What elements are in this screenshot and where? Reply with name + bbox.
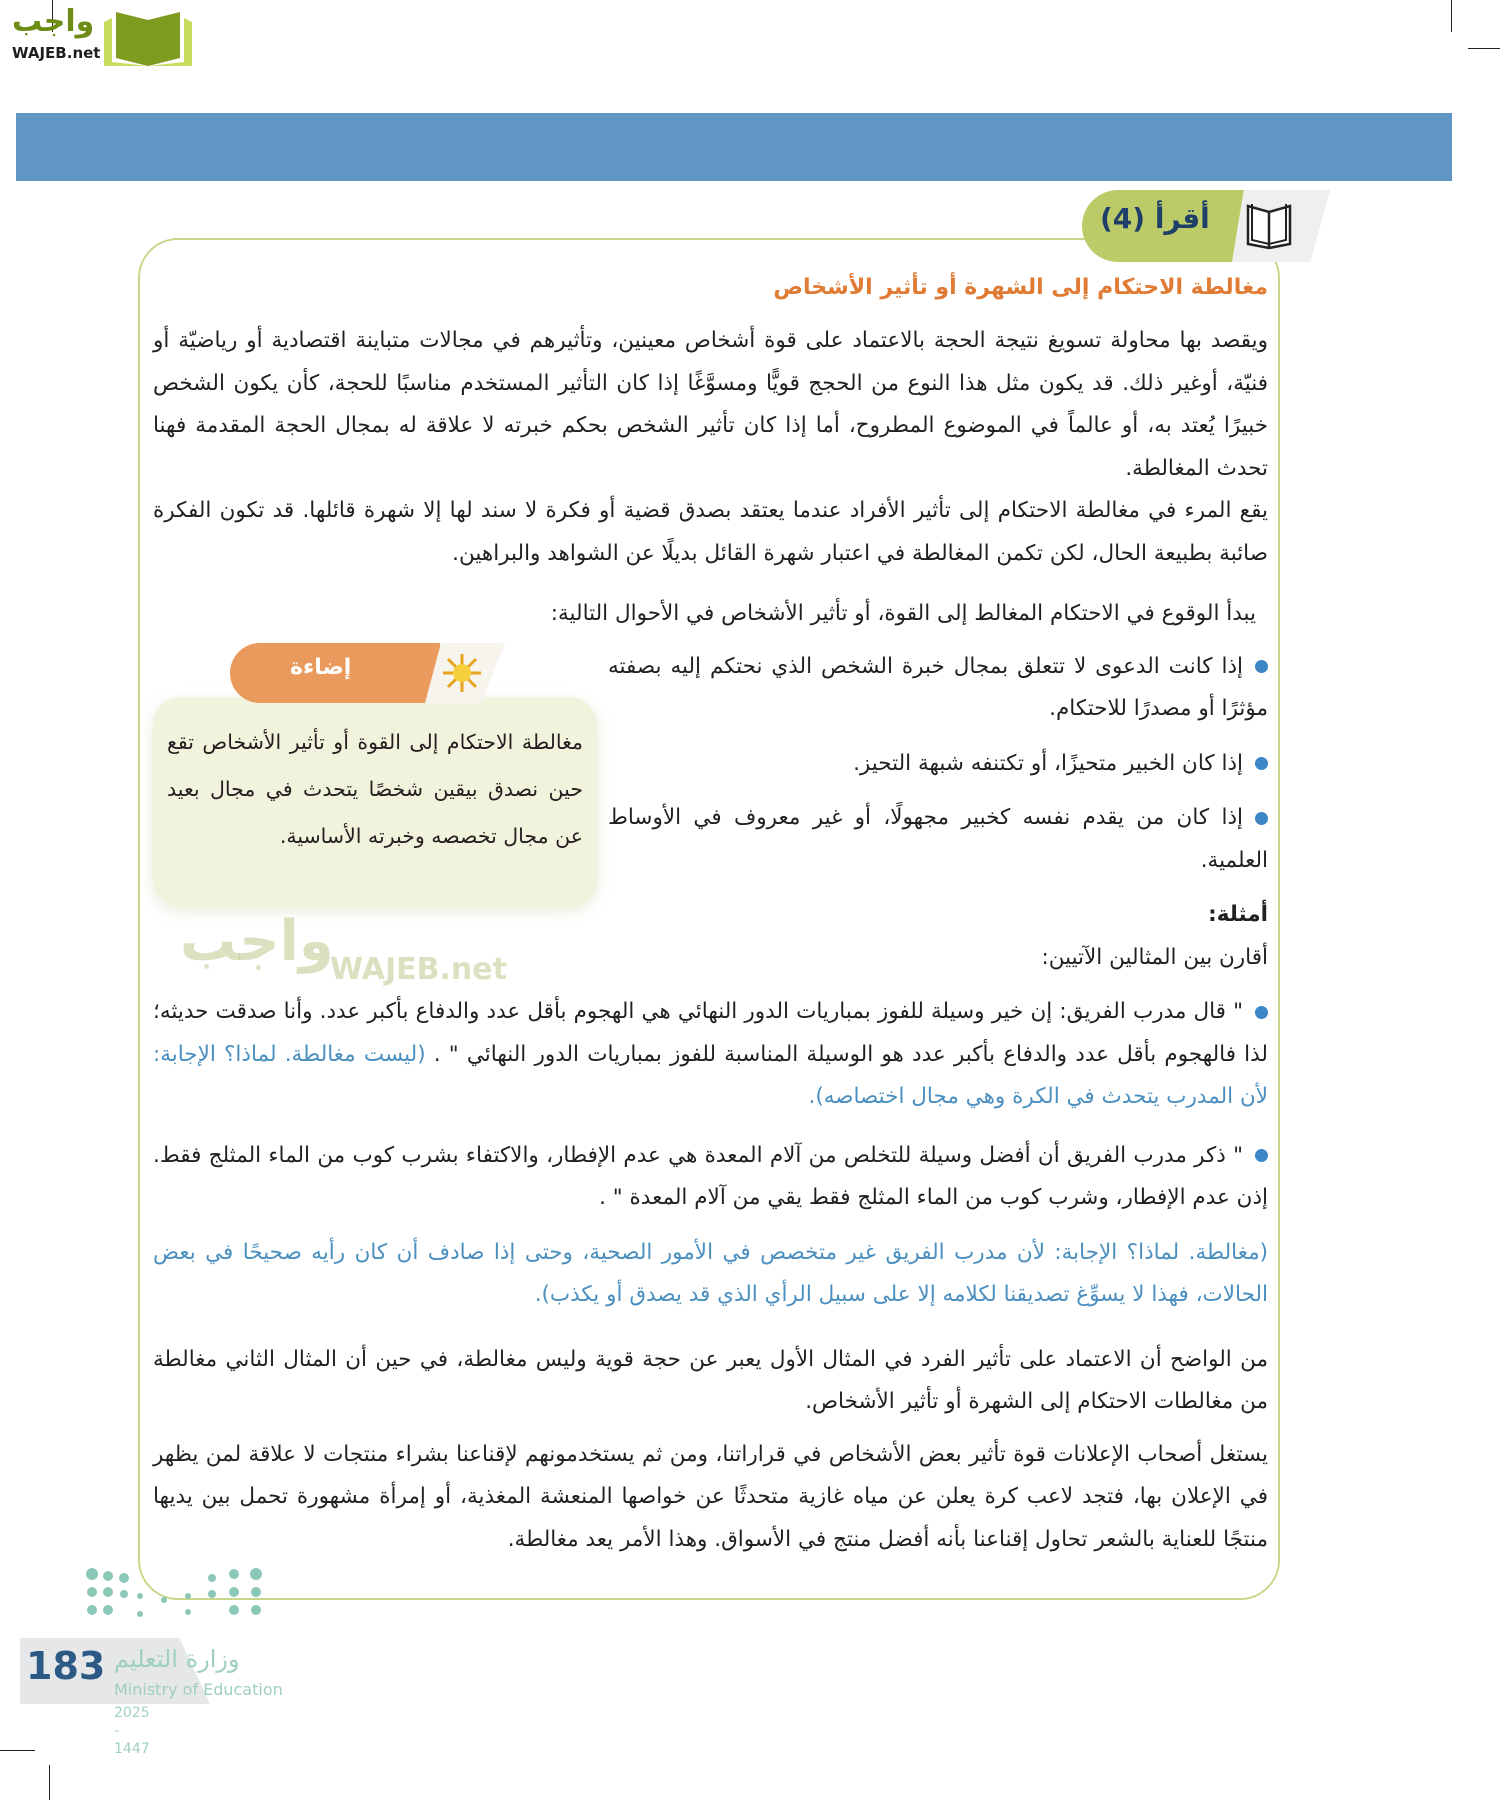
crop-mark (49, 1765, 50, 1800)
note-title: إضاءة (290, 655, 352, 680)
paragraph-definition: ويقصد بها محاولة تسويغ نتيجة الحجة بالاعتماد على قوة أشخاص معينين، وتأثيرهم في مجالات متباينة اقتصادية أو رياضيّة أو فنيّة، أوغير ذلك. قد يكون مثل هذا النوع من الحجج قويًّا ومسوَّغًا إذا كان التأثير المستخدم مناسبًا للحجة، كأن يكون الشخص خبيرًا يُعتد به، أو عالماً في الموضوع المطروح، أما إذا كان تأثير الشخص بحكم خبرته لا علاقة له بمجال الحجة المقدمة فهنا تحدث المغالطة. (153, 328, 1268, 481)
note-text: مغالطة الاحتكام إلى القوة أو تأثير الأشخاص تقع حين نصدق بيقين شخصًا يتحدث في مجال بعيد عن مجال تخصصه وخبرته الأساسية. (167, 730, 583, 848)
bullet-icon (1255, 660, 1268, 673)
bullet-icon (1255, 757, 1268, 770)
ministry-english: Ministry of Education (114, 1680, 283, 1699)
page-number: 183 (26, 1644, 106, 1688)
paragraph-explanation: يقع المرء في مغالطة الاحتكام إلى تأثير الأفراد عندما يعتقد بصدق قضية أو فكرة لا سند لها إلا شهرة قائلها. قد تكون الفكرة صائبة بطبيعة الحال، لكن تكمن المغالطة في اعتبار شهرة القائل بديلًا عن الشواهد والبراهين. (153, 498, 1268, 566)
example-2-answer: (مغالطة. لماذا؟ الإجابة: لأن مدرب الفريق غير متخصص في الأمور الصحية، وحتى إذا صادف أن كان رأيه صحيحًا في بعض الحالات، فهذا لا يسوِّغ تصديقنا لكلامه إلا على سبيل الرأي الذي قد يصدق أو يكذب). (153, 1239, 1268, 1307)
crop-mark (0, 1750, 35, 1751)
wajeb-logo (8, 4, 193, 70)
section-tab-label: أقرأ (4) (1100, 202, 1210, 235)
bullet-text: إذا كان من يقدم نفسه كخبير مجهولًا، أو غير معروف في الأوساط العلمية. (608, 805, 1268, 873)
crop-mark (1468, 48, 1500, 49)
main-content (153, 268, 1268, 1561)
open-book-icon (1244, 202, 1294, 250)
advertising-paragraph: يستغل أصحاب الإعلانات قوة تأثير بعض الأشخاص في قراراتنا، ومن ثم يستخدمونهم لإقناعنا بشراء منتجات لا علاقة لمن يظهر في الإعلان بها، فتجد لاعب كرة يعلن عن مياه غازية متحدثًا عن خواصها المنعشة المغذية، أو إمرأة مشهورة تحمل بين يديها منتجًا للعناية بالشعر تحاول إقناعنا بأنه أفضل منتج في الأسواق. وهذا الأمر يعد مغالطة. (153, 1441, 1268, 1552)
bullet-item (608, 743, 1268, 786)
conditions-intro: يبدأ الوقوع في الاحتكام المغالط إلى القوة، أو تأثير الأشخاص في الأحوال التالية: (550, 601, 1256, 626)
watermark-arabic: واجب (180, 909, 334, 974)
bullet-text: إذا كان الخبير متحيزًا، أو تكتنفه شبهة التحيز. (853, 750, 1243, 776)
edition-year: 2025 - 1447 (114, 1705, 150, 1757)
logo-arabic: واجب (12, 4, 95, 39)
bullet-item (608, 797, 1268, 882)
examples-label: أمثلة: (1208, 902, 1268, 927)
example-1-text: " قال مدرب الفريق: إن خير وسيلة للفوز بمباريات الدور النهائي هي الهجوم بأقل عدد والدفاع بأكبر عدد. وأنا صدقت حديثه؛ لذا فالهجوم بأقل عدد والدفاع بأكبر عدد هو الوسيلة المناسبة للفوز بمباريات الدور النهائي " . (153, 999, 1268, 1067)
crop-mark (1451, 0, 1452, 32)
bullet-icon (1255, 1149, 1268, 1162)
conclusion: من الواضح أن الاعتماد على تأثير الفرد في المثال الأول يعبر عن حجة قوية وليس مغالطة، في حين أن المثال الثاني مغالطة من مغالطات الاحتكام إلى الشهرة أو تأثير الأشخاص. (153, 1346, 1268, 1414)
ministry-arabic: وزارة التعليم (114, 1645, 240, 1673)
watermark-latin: WAJEB.net (330, 952, 507, 987)
bullet-icon (1255, 1006, 1268, 1019)
chapter-band (16, 113, 1452, 181)
example-2 (153, 1135, 1268, 1220)
compare-label: أقارن بين المثالين الآتيين: (1041, 944, 1268, 970)
section-tab (1082, 190, 1330, 262)
example-1 (153, 991, 1268, 1119)
bullet-icon (1255, 812, 1268, 825)
bullet-text: إذا كانت الدعوى لا تتعلق بمجال خبرة الشخص الذي نحتكم إليه بصفته مؤثرًا أو مصدرًا للاحتكام. (608, 653, 1268, 721)
example-2-text: " ذكر مدرب الفريق أن أفضل وسيلة للتخلص من آلام المعدة هي عدم الإفطار، والاكتفاء بشرب كوب من الماء المثلج فقط. إذن عدم الإفطار، وشرب كوب من الماء المثلج فقط يقي من آلام المعدة " . (153, 1142, 1268, 1210)
logo-latin: WAJEB.net (12, 44, 101, 62)
bullet-item (608, 646, 1268, 731)
ministry-logo-dots (84, 1566, 264, 1626)
example-1-answer: (ليست مغالطة. لماذا؟ الإجابة: لأن المدرب يتحدث في الكرة وهي مجال اختصاصه). (153, 1041, 1268, 1109)
section-heading: مغالطة الاحتكام إلى الشهرة أو تأثير الأشخاص (773, 275, 1268, 300)
